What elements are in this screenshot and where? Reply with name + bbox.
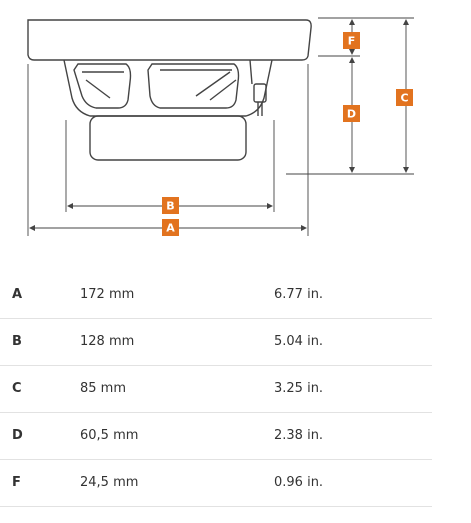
dimension-inch: 6.77 in. bbox=[274, 287, 324, 302]
badge-D-label: D bbox=[346, 107, 357, 121]
dimension-key: F bbox=[12, 475, 21, 490]
table-row bbox=[0, 319, 432, 366]
dimension-key: D bbox=[12, 428, 23, 443]
badge-B bbox=[162, 197, 179, 214]
table-row bbox=[0, 413, 432, 460]
badge-B-label: B bbox=[166, 199, 175, 213]
dimension-inch: 3.25 in. bbox=[274, 381, 324, 396]
table-row bbox=[0, 460, 432, 507]
dimension-mm: 172 mm bbox=[80, 287, 135, 302]
badge-F bbox=[343, 32, 360, 49]
badge-C-label: C bbox=[400, 91, 409, 105]
dimension-key: C bbox=[12, 381, 22, 396]
dimension-mm: 24,5 mm bbox=[80, 475, 139, 490]
dimension-mm: 128 mm bbox=[80, 334, 135, 349]
badge-C bbox=[396, 89, 413, 106]
badge-D bbox=[343, 105, 360, 122]
extension-lines bbox=[28, 18, 414, 236]
badge-A bbox=[162, 219, 179, 236]
dimension-key: A bbox=[12, 287, 23, 302]
dimension-mm: 60,5 mm bbox=[80, 428, 139, 443]
dimension-lines bbox=[30, 20, 409, 228]
speaker-outline bbox=[28, 20, 311, 160]
badge-F-label: F bbox=[347, 34, 356, 48]
dimension-mm: 85 mm bbox=[80, 381, 127, 396]
dimension-inch: 5.04 in. bbox=[274, 334, 324, 349]
dimension-inch: 2.38 in. bbox=[274, 428, 324, 443]
badge-A-label: A bbox=[166, 221, 175, 235]
dimension-key: B bbox=[12, 334, 22, 349]
dimensions-table bbox=[0, 272, 432, 507]
table-row bbox=[0, 272, 432, 319]
dimension-inch: 0.96 in. bbox=[274, 475, 324, 490]
table-row bbox=[0, 366, 432, 413]
